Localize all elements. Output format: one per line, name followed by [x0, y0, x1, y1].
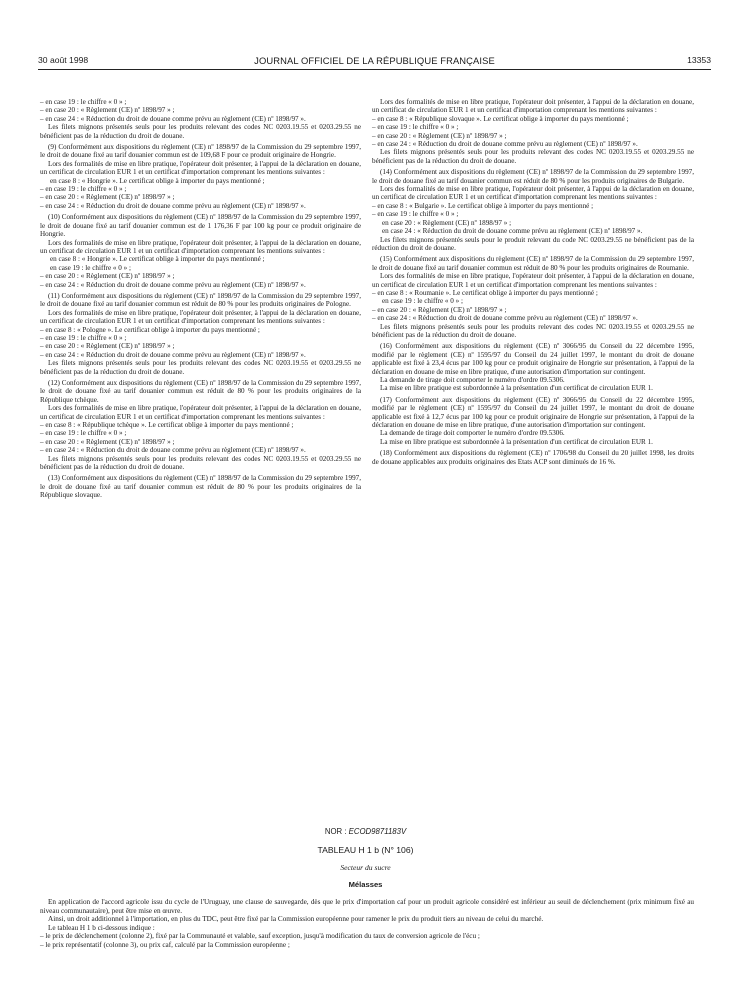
paragraph: (13) Conformément aux dispositions du règlement (CE) nº 1898/97 de la Commission du 29 septembre 1997, le droit de douane fixé au tarif douanier commun est réduit de 80 % pour les produits originaires de la République slovaque.	[40, 474, 361, 500]
page-header	[38, 55, 711, 69]
paragraph: La demande de tirage doit comporter le numéro d'ordre 09.5306.	[380, 376, 565, 384]
paragraph: – en case 24 : « Réduction du droit de douane comme prévu au règlement (CE) nº 1898/97 ».	[40, 350, 306, 359]
paragraph: – le prix de déclenchement (colonne 2), fixé par la Communauté et valable, sauf exception, jusqu'à modification du taux de conversion agricole de l'écu ;	[40, 932, 480, 940]
bottom-text	[40, 898, 694, 949]
paragraph: – en case 8 : « Roumanie ». Le certificat oblige à importer du pays mentionné ;	[372, 288, 598, 297]
paragraph: Les filets mignons présentés seuls pour les produits relevant des codes NC 0203.19.55 et 0203.29.55 ne bénéficient pas de la réduction du droit de douane.	[372, 322, 694, 339]
paragraph: Lors des formalités de mise en libre pratique, l'opérateur doit présenter, à l'appui de la déclaration en douane, un certificat de circulation EUR 1 et un certificat d'importation comprenant les mentions suivantes :	[372, 98, 694, 115]
paragraph: – en case 8 : « Bulgarie ». Le certificat oblige à importer du pays mentionné ;	[372, 201, 594, 210]
paragraph: – en case 20 : « Règlement (CE) nº 1898/97 » ;	[40, 437, 175, 446]
paragraph: en case 8 : « Hongrie ». Le certificat oblige à importer du pays mentionné ;	[50, 255, 265, 264]
paragraph: en case 19 : le chiffre « 0 » ;	[382, 297, 463, 306]
right-column	[372, 98, 694, 466]
paragraph: Les filets mignons présentés seuls pour le produit relevant du code NC 0203.29.55 ne bénéficient pas de la réduction du droit de douane.	[372, 235, 694, 252]
paragraph: (14) Conformément aux dispositions du règlement (CE) nº 1898/97 de la Commission du 29 septembre 1997, le droit de douane fixé au tarif douanier commun est réduit de 80 % pour les produits originaires de Bulgarie.	[372, 168, 694, 185]
paragraph: – en case 24 : « Réduction du droit de douane comme prévu au règlement (CE) nº 1898/97 ».	[40, 201, 306, 210]
paragraph: en case 19 : le chiffre « 0 » ;	[50, 263, 131, 272]
paragraph: – le prix représentatif (colonne 3), ou prix caf, calculé par la Commission européenne ;	[40, 940, 290, 949]
table-title: TABLEAU H 1 b (N° 106)	[317, 845, 414, 855]
paragraph: – en case 19 : le chiffre « 0 » ;	[40, 333, 127, 342]
paragraph: Les filets mignons présentés seuls pour les produits relevant des codes NC 0203.19.55 et 0203.29.55 ne bénéficient pas de la réduction du droit de douane.	[40, 454, 361, 472]
paragraph: – en case 24 : « Réduction du droit de douane comme prévu au règlement (CE) nº 1898/97 ».	[372, 314, 638, 323]
paragraph: – en case 20 : « Règlement (CE) nº 1898/97 » ;	[40, 106, 175, 115]
paragraph: – en case 20 : « Règlement (CE) nº 1898/97 » ;	[40, 193, 175, 202]
paragraph: – en case 19 : le chiffre « 0 » ;	[372, 123, 459, 132]
sector-title: Secteur du sucre	[340, 863, 391, 872]
paragraph: Les filets mignons présentés seuls pour les produits relevant des codes NC 0203.19.55 et 0203.29.55 ne bénéficient pas de la réduction du droit de douane.	[40, 123, 361, 140]
paragraph: – en case 24 : « Réduction du droit de douane comme prévu au règlement (CE) nº 1898/97 ».	[40, 280, 306, 289]
paragraph: en case 20 : « Règlement (CE) nº 1898/97 » ;	[382, 218, 512, 227]
paragraph: – en case 24 : « Réduction du droit de douane comme prévu au règlement (CE) nº 1898/97 ».	[40, 446, 306, 455]
paragraph: En application de l'accord agricole issu du cycle de l'Uruguay, une clause de sauvegarde, dès que le prix d'importation caf pour un produit agricole considéré est inférieur au seuil de déclenchement (prix minimum fixé au niveau communautaire), peut être mise en œuvre.	[40, 898, 694, 915]
paragraph: La mise en libre pratique est subordonnée à la présentation d'un certificat de circulation EUR 1.	[380, 437, 653, 446]
header-date: 30 août 1998	[38, 55, 89, 65]
paragraph: – en case 8 : « Pologne ». Le certificat oblige à importer du pays mentionné ;	[40, 325, 260, 334]
paragraph: (16) Conformément aux dispositions du règlement (CE) nº 3066/95 du Conseil du 22 décembre 1995, modifié par le règlement (CE) nº 1595/97 du Conseil du 24 juillet 1997, le montant du droit de douane applicable est fixé à 23,4 écus par 100 kg pour ce produit originaire de Hongrie sur présentation, à l'appui de la déclaration en douane de mise en libre pratique, d'une autorisation d'importation sur contingent.	[372, 342, 694, 376]
paragraph: – en case 8 : « République slovaque ». Le certificat oblige à importer du pays mentionné ;	[372, 114, 629, 123]
left-column	[40, 98, 361, 500]
paragraph: Ainsi, un droit additionnel à l'importation, en plus du TDC, peut être fixé par la Commission européenne pour ramener le prix du produit tiers au niveau de celui du marché.	[48, 915, 544, 923]
paragraph: (12) Conformément aux dispositions du règlement (CE) nº 1898/97 de la Commission du 29 septembre 1997, le droit de douane fixé au tarif douanier commun est réduit de 80 % pour les produits originaires de la République tchèque.	[40, 379, 361, 404]
paragraph: (10) Conformément aux dispositions du règlement (CE) nº 1898/97 de la Commission du 29 septembre 1997, le droit de douane fixé au tarif douanier commun est de 1 176,36 F par 100 kg pour ce produit originaire de Hongrie.	[40, 213, 361, 239]
nor-label: NOR :	[324, 827, 349, 836]
paragraph: en case 8 : « Hongrie ». Le certificat oblige à importer du pays mentionné ;	[50, 176, 265, 185]
paragraph: – en case 19 : le chiffre « 0 » ;	[40, 185, 127, 194]
paragraph: (11) Conformément aux dispositions du règlement (CE) nº 1898/97 de la Commission du 29 septembre 1997, le droit de douane fixé au tarif douanier commun est réduit de 80 % pour les produits originaires de Pologne.	[40, 291, 361, 309]
header-rule	[38, 69, 711, 70]
paragraph: – en case 8 : « République tchèque ». Le certificat oblige à importer du pays mentionné ;	[40, 421, 294, 430]
paragraph: – en case 19 : le chiffre « 0 » ;	[40, 98, 127, 106]
paragraph: – en case 19 : le chiffre « 0 » ;	[372, 210, 459, 219]
paragraph: – en case 20 : « Règlement (CE) nº 1898/97 » ;	[40, 272, 175, 281]
paragraph: Lors des formalités de mise en libre pratique, l'opérateur doit présenter, à l'appui de la déclaration en douane, un certificat de circulation EUR 1 et un certificat d'importation comprenant les mentions suivantes :	[40, 159, 361, 177]
paragraph: – en case 20 : « Règlement (CE) nº 1898/97 » ;	[372, 131, 507, 140]
paragraph: Les filets mignons présentés seuls pour les produits relevant des codes NC 0203.19.55 et 0203.29.55 ne bénéficient pas de la réduction du droit de douane.	[372, 148, 694, 165]
paragraph: Lors des formalités de mise en libre pratique, l'opérateur doit présenter, à l'appui de la déclaration en douane, un certificat de circulation EUR 1 et un certificat d'importation comprenant les mentions suivantes :	[372, 272, 694, 289]
paragraph: (15) Conformément aux dispositions du règlement (CE) nº 1898/97 de la Commission du 29 septembre 1997, le droit de douane fixé au tarif douanier commun est réduit de 80 % pour les produits originaires de Roumanie.	[372, 255, 694, 272]
page-number: 13353	[687, 55, 711, 65]
paragraph: Lors des formalités de mise en libre pratique, l'opérateur doit présenter, à l'appui de la déclaration en douane, un certificat de circulation EUR 1 et un certificat d'importation comprenant les mentions suivantes :	[40, 308, 361, 326]
paragraph: Le tableau H 1 b ci-dessous indique :	[48, 923, 155, 932]
paragraph: – en case 24 : « Réduction du droit de douane comme prévu au règlement (CE) nº 1898/97 ».	[372, 140, 638, 149]
paragraph: – en case 20 : « Règlement (CE) nº 1898/97 » ;	[372, 305, 507, 314]
paragraph: en case 24 : « Réduction du droit de douane comme prévu au règlement (CE) nº 1898/97 ».	[382, 227, 643, 236]
paragraph: Lors des formalités de mise en libre pratique, l'opérateur doit présenter, à l'appui de la déclaration en douane, un certificat de circulation EUR 1 et un certificat d'importation comprenant les mentions suivantes :	[372, 185, 694, 202]
paragraph: Lors des formalités de mise en libre pratique, l'opérateur doit présenter, à l'appui de la déclaration en douane, un certificat de circulation EUR 1 et un certificat d'importation comprenant les mentions suivantes :	[40, 404, 361, 421]
paragraph: (9) Conformément aux dispositions du règlement (CE) nº 1898/97 de la Commission du 29 septembre 1997, le droit de douane fixé au tarif douanier commun est de 109,68 F pour ce produit originaire de Hongrie.	[40, 143, 361, 160]
paragraph: (17) Conformément aux dispositions du règlement (CE) nº 3066/95 du Conseil du 22 décembre 1995, modifié par le règlement (CE) nº 1595/97 du Conseil du 24 juillet 1997, le montant du droit de douane applicable est fixé à 12,7 écus par 100 kg pour ce produit originaire de Hongrie sur présentation, à l'appui de la déclaration en douane de mise en libre pratique, d'une autorisation d'importation sur contingent.	[372, 395, 694, 430]
nor-line	[0, 827, 731, 836]
paragraph: Lors des formalités de mise en libre pratique, l'opérateur doit présenter, à l'appui de la déclaration en douane, un certificat de circulation EUR 1 et un certificat d'importation comprenant les mentions suivantes :	[40, 238, 361, 255]
section-heading: Mélasses	[348, 880, 383, 889]
paragraph: La demande de tirage doit comporter le numéro d'ordre 09.5306.	[380, 429, 565, 438]
paragraph: Les filets mignons présentés seuls pour les produits relevant des codes NC 0203.19.55 et 0203.29.55 ne bénéficient pas de la réduction du droit de douane.	[40, 359, 361, 376]
paragraph: (18) Conformément aux dispositions du règlement (CE) nº 1706/98 du Conseil du 20 juillet 1998, les droits de douane applicables aux produits originaires des Etats ACP sont diminués de 16 %.	[372, 449, 694, 466]
paragraph: – en case 24 : « Réduction du droit de douane comme prévu au règlement (CE) nº 1898/97 ».	[40, 114, 306, 123]
paragraph: – en case 19 : le chiffre « 0 » ;	[40, 429, 127, 438]
nor-code: ECOD9871183V	[348, 827, 407, 836]
paragraph: – en case 20 : « Règlement (CE) nº 1898/97 » ;	[40, 342, 175, 351]
journal-title: JOURNAL OFFICIEL DE LA RÉPUBLIQUE FRANÇAISE	[254, 55, 495, 66]
paragraph: La mise en libre pratique est subordonnée à la présentation d'un certificat de circulation EUR 1.	[380, 384, 653, 393]
